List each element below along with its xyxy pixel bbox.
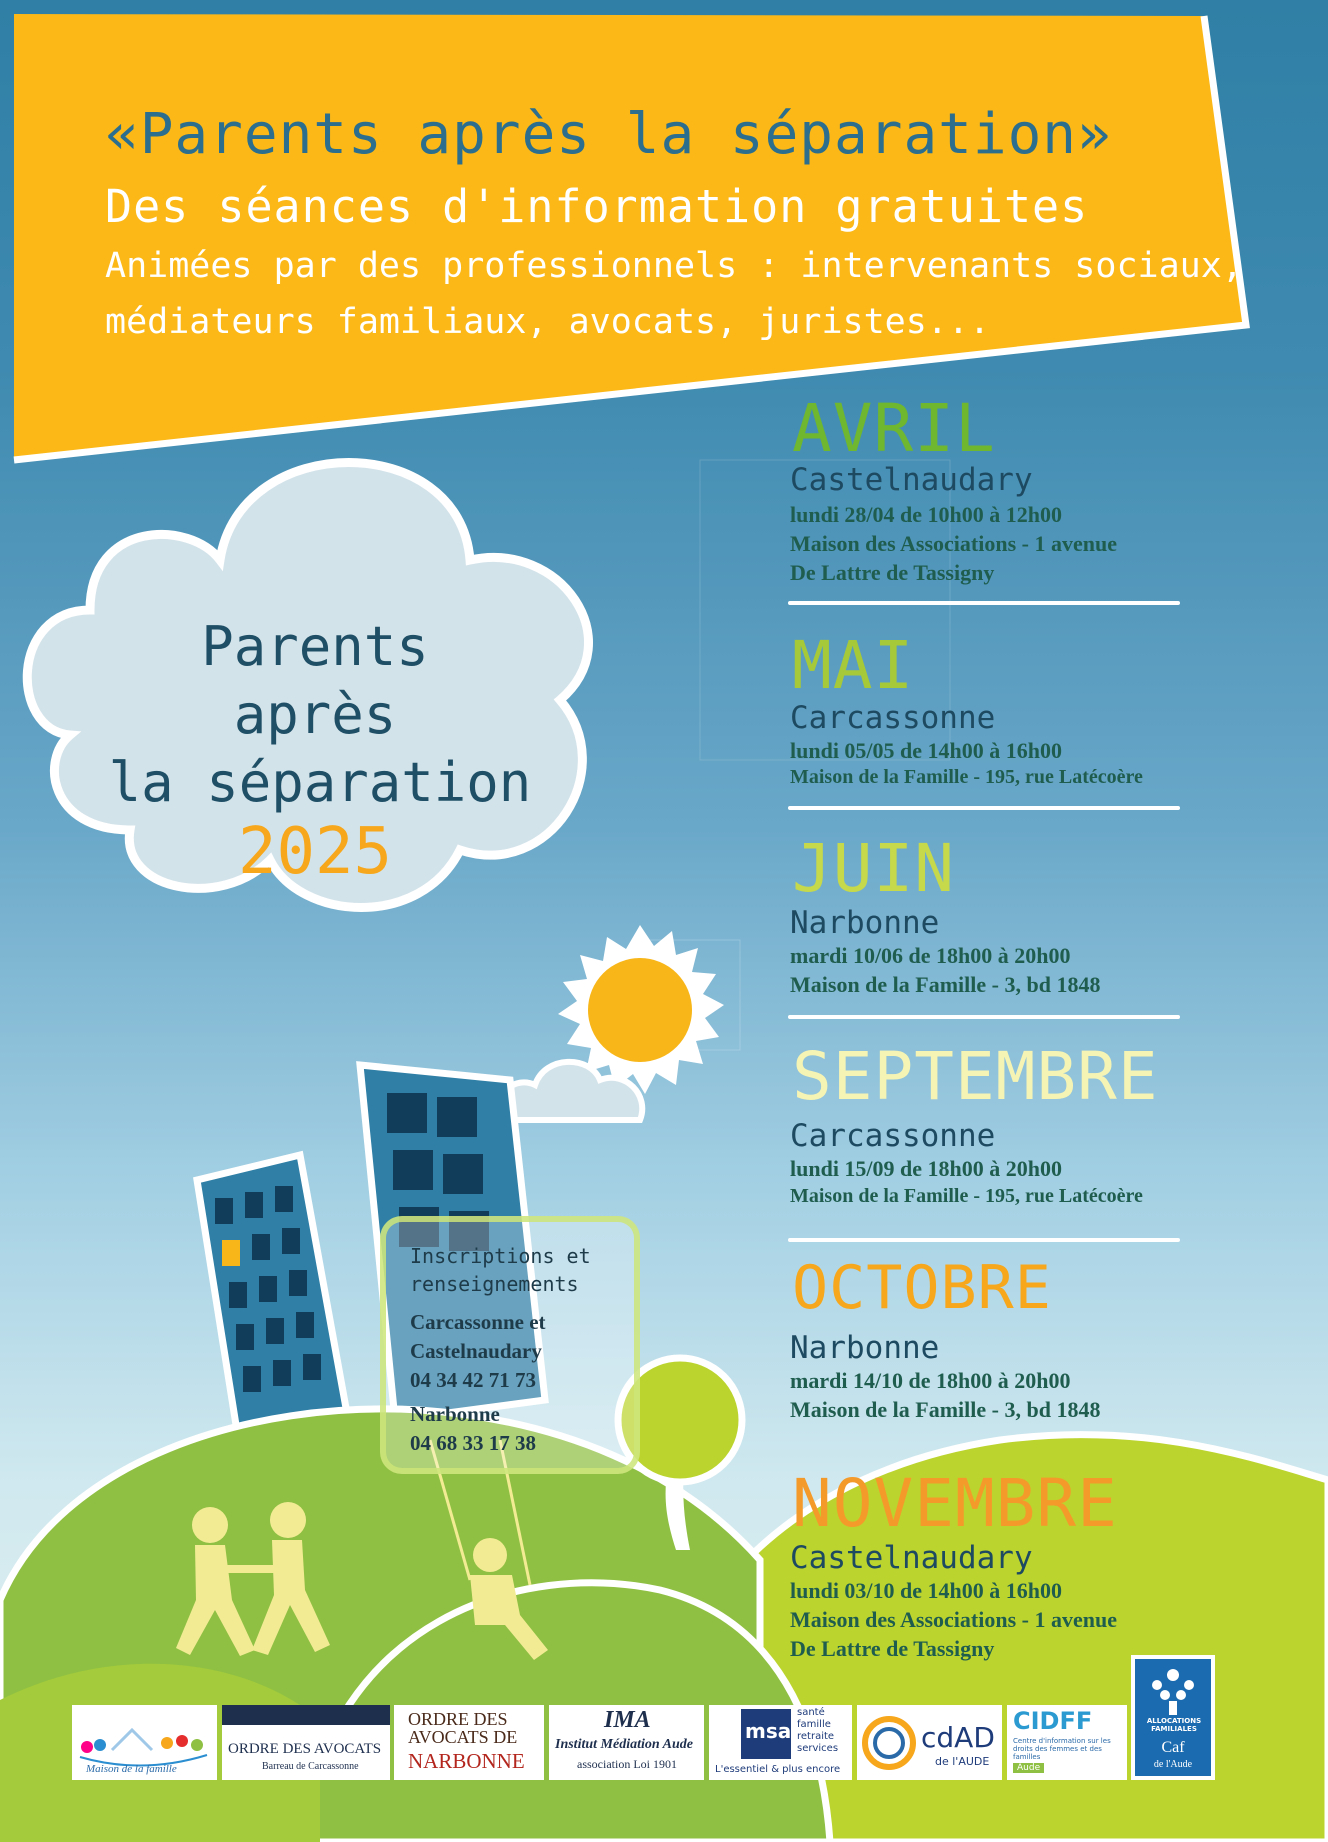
session-place-octobre: Maison de la Famille - 3, bd 1848 [790,1397,1101,1422]
session-date-juin: mardi 10/06 de 18h00 à 20h00 [790,943,1071,968]
session-date-novembre: lundi 03/10 de 14h00 à 16h00 [790,1578,1063,1603]
logo-caf [1131,1655,1215,1780]
logo-msa [709,1705,852,1780]
contact-city-1a: Carcassonne et [410,1310,546,1334]
logo-cdad [857,1705,1002,1780]
logo-text: ORDRE DES AVOCATS [228,1741,382,1757]
session-city-novembre: Castelnaudary [790,1540,1033,1576]
logo-ordre-avocats-carcassonne [222,1705,390,1780]
month-novembre: NOVEMBRE [792,1465,1118,1542]
poster-subtitle: Des séances d'information gratuites [105,180,1089,233]
divider [788,601,1180,605]
logo-maison-famille [72,1705,217,1780]
session-place-mai: Maison de la Famille - 195, rue Latécoère [790,766,1143,788]
session-city-avril: Castelnaudary [790,462,1033,498]
poster-intro-line-1: Animées par des professionnels : intervenants sociaux, [105,246,1243,286]
session-place-avril: Maison des Associations - 1 avenue [790,531,1117,556]
logo-text: de l'AUDE [935,1755,990,1768]
logo-text: ALLOCATIONS FAMILIALES [1146,1717,1202,1733]
cloud-line-2: après [233,683,397,746]
month-septembre: SEPTEMBRE [792,1038,1159,1115]
session-place-novembre: Maison des Associations - 1 avenue [790,1607,1117,1632]
logo-text: Barreau de Carcassonne [262,1761,359,1772]
logo-text: cdAD [921,1721,995,1754]
logo-maison-text: Maison de la famille [86,1763,177,1775]
logo-text: retraite [797,1731,835,1742]
contact-city-1b: Castelnaudary [410,1339,542,1363]
contact-box [380,1216,640,1474]
contact-heading-1: Inscriptions et [410,1244,591,1268]
logo-band [222,1705,390,1725]
logo-text: Caf [1161,1739,1185,1756]
logo-text: L'essentiel & plus encore [715,1764,841,1775]
session-place-juin: Maison de la Famille - 3, bd 1848 [790,972,1101,997]
logo-cidff [1007,1705,1127,1780]
session-date-octobre: mardi 14/10 de 18h00 à 20h00 [790,1368,1071,1393]
month-juin: JUIN [792,830,955,907]
logo-text: services [797,1743,839,1754]
logo-text: famille [797,1719,831,1730]
poster-intro-line-2: médiateurs familiaux, avocats, juristes... [105,302,991,342]
session-city-mai: Carcassonne [790,700,996,736]
logo-text: association Loi 1901 [577,1757,677,1771]
logo-text: AVOCATS DE [408,1727,518,1747]
contact-heading-2: renseignements [410,1272,579,1296]
contact-phone-2: 04 68 33 17 38 [410,1431,536,1455]
logo-text: CIDFF [1013,1707,1093,1735]
session-city-juin: Narbonne [790,905,940,941]
logo-text: Institut Médiation Aude [555,1737,693,1752]
poster-title: «Parents après la séparation» [105,102,1112,167]
logo-ima [549,1705,704,1780]
logo-text: msa [745,1719,792,1743]
contact-phone-1: 04 34 42 71 73 [410,1368,536,1392]
month-avril: AVRIL [792,390,996,467]
logo-text: santé [797,1707,825,1718]
building-left [197,1155,350,1450]
session-date-septembre: lundi 15/09 de 18h00 à 20h00 [790,1156,1063,1181]
logo-text: de l'Aude [1153,1759,1193,1770]
divider [788,1238,1180,1242]
session-date-mai: lundi 05/05 de 14h00 à 16h00 [790,738,1063,763]
session-city-octobre: Narbonne [790,1330,940,1366]
cdad-emblem-icon [857,1705,917,1780]
logo-text: NARBONNE [408,1749,525,1773]
logo-text: Centre d'information sur les droits des femmes et des familles [1013,1737,1111,1761]
divider [788,806,1180,810]
divider [788,1015,1180,1019]
logo-text: IMA [604,1707,651,1733]
cloud-year: 2025 [237,815,393,889]
month-mai: MAI [792,627,915,704]
logo-text: Aude [1013,1763,1044,1773]
session-place2-avril: De Lattre de Tassigny [790,560,995,585]
cloud-line-1: Parents [201,615,429,678]
month-octobre: OCTOBRE [792,1253,1052,1323]
session-place-septembre: Maison de la Famille - 195, rue Latécoère [790,1185,1143,1207]
session-city-septembre: Carcassonne [790,1118,996,1154]
logo-ordre-avocats-narbonne [394,1705,544,1780]
logo-text: ORDRE DES [408,1709,508,1729]
session-place2-novembre: De Lattre de Tassigny [790,1636,995,1661]
session-date-avril: lundi 28/04 de 10h00 à 12h00 [790,502,1063,527]
cloud-line-3: la séparation [108,751,532,814]
caf-people-icon [1131,1661,1215,1721]
contact-city-2: Narbonne [410,1402,500,1426]
